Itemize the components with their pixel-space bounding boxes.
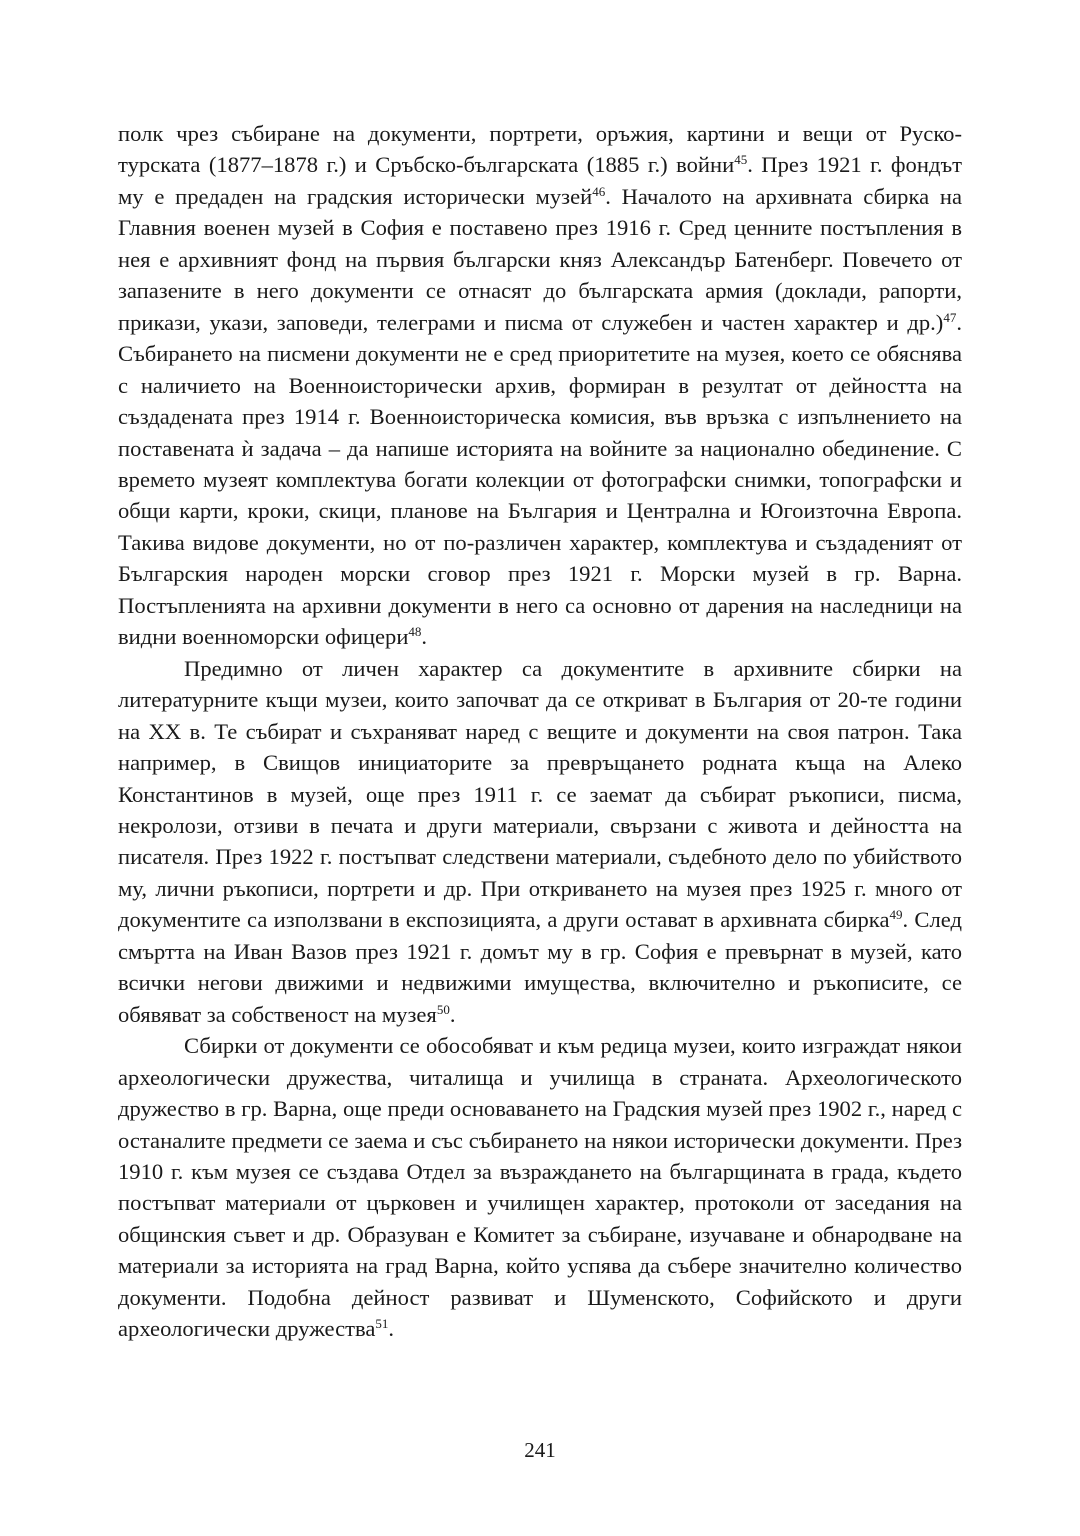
text-run: . Началото на архивната сбирка на Главния военен музей в София е поставено през 1916 г. Сред ценните постъпления в нея е архивният фонд на първия български княз Александър Батенберг. Повечето от запазените в него документи се отнасят до българската армия (доклади, рапорти, прикази, укази, заповеди, телеграми и писма от служебен и частен характер и др.)	[118, 183, 962, 335]
footnote-marker[interactable]: 51	[375, 1316, 389, 1332]
text-run: Предимно от личен характер са документите в архивните сбирки на литературните къщи музеи, които започват да се откриват в България от 20-те години на XX в. Те събират и съхраняват наред с вещите и документи на своя патрон. Така например, в Свищов инициаторите за превръщането родната къща на Алеко Константинов в музей, още през 1911 г. се заемат да събират ръкописи, писма, некролози, отзиви в печата и други материали, свързани с живота и дейността на писателя. През 1922 г. постъпват следствени материали, съдебното дело по убийството му, лични ръкописи, портрети и др. При откриването на музея през 1925 г. много от документите са използвани в експозицията, а други остават в архивната сбирка	[118, 655, 962, 933]
text-run: .	[421, 624, 428, 650]
text-run: полк чрез събиране на документи, портрети, оръжия, картини и вещи от Руско-турската (1877–1878 г.) и Сръбско-българската (1885 г.) войни	[118, 121, 962, 178]
footnote-marker[interactable]: 48	[408, 624, 422, 640]
document-page	[118, 118, 962, 1345]
footnote-marker[interactable]: 50	[436, 1001, 450, 1017]
paragraph-1	[118, 118, 962, 653]
text-run: . Събирането на писмени документи не е сред приоритетите на музея, което се обяснява с наличието на Военноисторически архив, формиран в резултат от дейността на създадената през 1914 г. Военноисторическа комисия, във връзка с изпълнението на поставената ѝ задача – да напише историята на войните за национално обединение. С времето музеят комплектува богати колекции от фотографски снимки, топографски и общи карти, кроки, скици, планове на България и Централна и Югоизточна Европа. Такива видове документи, но от по-различен характер, комплектува и създаденият от Българския народен морски сговор през 1921 г. Морски музей в гр. Варна. Постъпленията на архивни документи в него са основно от дарения на наследници на видни военноморски офицери	[118, 309, 962, 650]
text-run: . През 1921 г. фондът му е предаден на градския исторически музей	[118, 152, 962, 209]
text-run: Сбирки от документи се обособяват и към редица музеи, които изграждат някои археологически дружества, читалища и училища в страната. Археологическото дружество в гр. Варна, още преди основаването на Градския музей през 1902 г., наред с останалите предмети се заема и със събирането на някои исторически документи. През 1910 г. към музея се създава Отдел за възраждането на българщината в града, където постъпват материали от църковен и училищен характер, протоколи от заседания на общинския съвет и др. Образуван е Комитет за събиране, изучаване и обнародване на материали за историята на град Варна, който успява да събере значително количество документи. Подобна дейност развиват и Шуменското, Софийското и други археологически дружества	[118, 1033, 962, 1342]
paragraph-3	[118, 1030, 962, 1345]
text-run: . След смъртта на Иван Вазов през 1921 г. домът му в гр. София е превърнат в музей, като всички негови движими и недвижими имущества, включително и ръкописите, се обявяват за собственост на музея	[118, 907, 963, 1027]
footnote-marker[interactable]: 45	[734, 152, 748, 168]
paragraph-2	[118, 653, 962, 1030]
text-run: .	[449, 1001, 456, 1027]
page-number: 241	[524, 1438, 556, 1462]
footnote-marker[interactable]: 47	[943, 309, 957, 325]
footnote-marker[interactable]: 49	[889, 907, 903, 923]
text-run: .	[388, 1316, 395, 1342]
footnote-marker[interactable]: 46	[592, 183, 606, 199]
